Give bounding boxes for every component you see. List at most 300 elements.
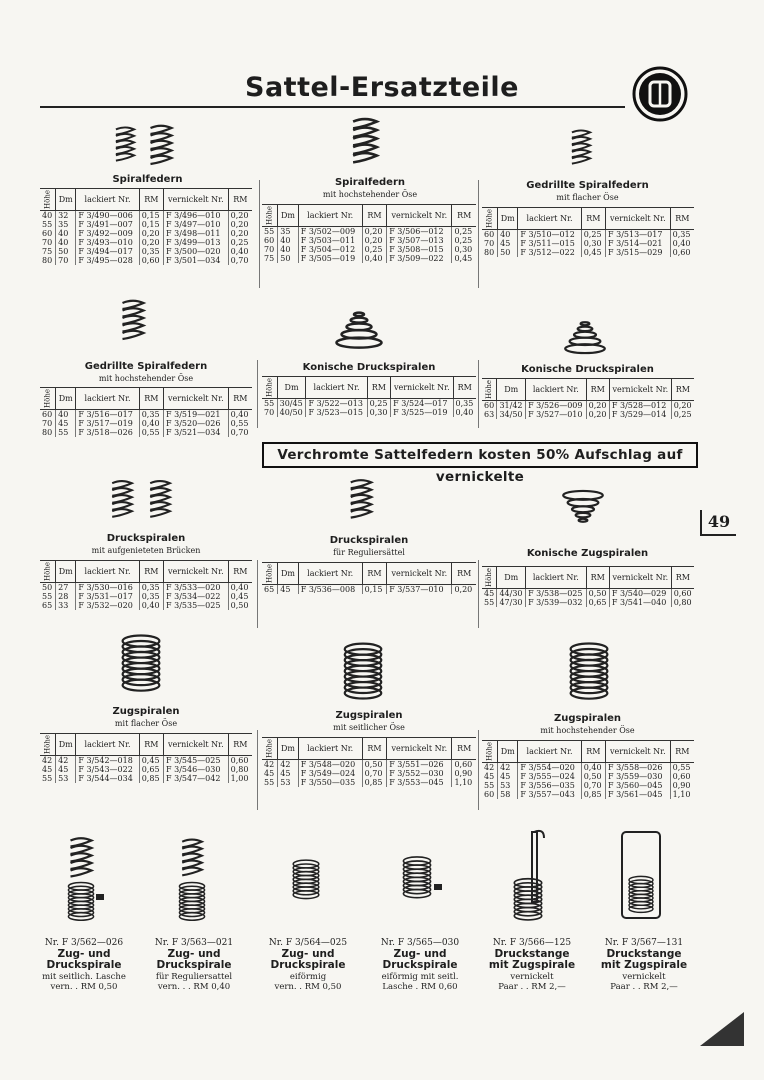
table-row — [482, 762, 694, 772]
col-vernickelt: vernickelt Nr. — [606, 208, 671, 230]
col-vernickelt: vernickelt Nr. — [609, 567, 671, 589]
table-cell: 45 — [498, 239, 518, 248]
item-description: vernickelt — [622, 971, 666, 982]
item-price: vern. . RM 0,50 — [274, 982, 342, 992]
table-row — [40, 210, 252, 220]
table-cell: F 3/496—010 — [164, 210, 229, 220]
item-name: Zug- und — [57, 947, 111, 960]
table-cell: F 3/516—017 — [76, 409, 139, 419]
table-cell: F 3/523—015 — [306, 408, 367, 417]
section-subtitle: mit hochstehender Öse — [98, 374, 194, 383]
table-cell: 0,25 — [452, 226, 476, 236]
tension-spring-icon — [118, 630, 164, 698]
table-row — [262, 245, 476, 254]
table-cell: 53 — [498, 781, 518, 790]
col-hoehe: Höhe — [40, 388, 56, 410]
col-hoehe: Höhe — [40, 189, 56, 211]
table-cell: 60 — [264, 235, 275, 245]
table-cell: 53 — [278, 778, 298, 787]
table-cell: F 3/529—014 — [609, 410, 671, 419]
table-cell: 45 — [264, 768, 275, 778]
page-number: 49 — [700, 510, 736, 536]
col-dm: Dm — [498, 208, 518, 230]
table-row — [262, 778, 476, 787]
table-cell: 0,20 — [671, 400, 694, 410]
col-rm: RM — [671, 379, 694, 401]
table-row — [40, 774, 252, 783]
bottom-item — [476, 938, 588, 993]
table-cell: 27 — [56, 582, 76, 592]
col-lackiert: lackiert Nr. — [298, 738, 362, 760]
table-cell: F 3/524—017 — [391, 398, 453, 408]
column-separator — [259, 180, 260, 288]
table-cell: 42 — [484, 762, 495, 772]
price-table — [262, 376, 476, 417]
table-row — [40, 238, 252, 247]
spring-icon — [112, 122, 138, 168]
item-name: Druckstange — [494, 947, 570, 960]
section-subtitle: mit aufgenieteten Brücken — [91, 546, 201, 555]
col-dm: Dm — [497, 379, 526, 401]
conical-spring-icon — [334, 296, 384, 356]
section-title: Druckspiralen — [106, 533, 186, 544]
price-table — [482, 566, 694, 607]
table-cell: 58 — [498, 790, 518, 799]
table-cell: 60 — [42, 228, 53, 238]
col-vernickelt: vernickelt Nr. — [164, 388, 229, 410]
table-row — [40, 247, 252, 256]
bottom-item — [252, 938, 364, 993]
section-subtitle: mit flacher Öse — [114, 719, 178, 728]
col-rm: RM — [452, 563, 476, 585]
section-title: Zugspiralen — [112, 706, 180, 717]
table-cell: F 3/491—007 — [76, 220, 139, 229]
table-cell: F 3/490—006 — [76, 210, 139, 220]
table-cell: 55 — [42, 219, 53, 229]
item-price: vern. . . RM 0,40 — [157, 982, 231, 992]
table-cell: 45 — [56, 765, 76, 774]
col-dm: Dm — [56, 734, 76, 756]
table-cell: F 3/507—013 — [387, 236, 452, 245]
twisted-spring-icon — [568, 126, 594, 170]
table-cell: 0,45 — [228, 592, 252, 601]
table-cell: 55 — [56, 428, 76, 437]
col-lackiert: lackiert Nr. — [298, 205, 362, 227]
table-cell: 0,25 — [228, 238, 252, 247]
section-subtitle: für Reguliersättel — [333, 548, 405, 557]
col-rm: RM — [139, 734, 163, 756]
item-price: Paar . . RM 2,— — [610, 982, 678, 992]
table-row — [482, 239, 694, 248]
table-cell: F 3/531—017 — [76, 592, 139, 601]
table-cell: 0,25 — [452, 236, 476, 245]
table-row — [40, 582, 252, 592]
table-cell: 60 — [42, 409, 53, 419]
section-title: Spiralfedern — [112, 174, 183, 185]
table-cell: F 3/509—022 — [387, 254, 452, 263]
item-number: Nr. F 3/567—131 — [604, 938, 684, 948]
table-cell: 0,30 — [581, 239, 605, 248]
col-lackiert: lackiert Nr. — [298, 563, 362, 585]
table-cell: 0,20 — [139, 238, 163, 247]
table-cell: 0,55 — [139, 428, 163, 437]
col-hoehe: Höhe — [262, 377, 277, 399]
table-row — [262, 398, 476, 408]
bottom-item — [588, 938, 700, 993]
table-cell: 75 — [264, 253, 275, 263]
table-cell: 40 — [498, 229, 518, 239]
table-cell: 0,70 — [362, 769, 387, 778]
table-cell: F 3/525—019 — [391, 408, 453, 417]
table-cell: 42 — [264, 759, 275, 769]
table-cell: 55 — [264, 398, 275, 408]
section-subtitle: mit seitlicher Öse — [333, 723, 405, 732]
bottom-item — [28, 938, 140, 993]
table-cell: 45 — [278, 584, 298, 594]
table-row — [482, 410, 694, 419]
col-dm: Dm — [278, 738, 298, 760]
col-rm: RM — [581, 208, 605, 230]
table-cell: 0,35 — [670, 229, 694, 239]
item-number: Nr. F 3/564—025 — [268, 938, 348, 948]
price-table — [40, 560, 252, 610]
item-name: Druckspirale — [270, 959, 346, 971]
table-cell: F 3/494—017 — [76, 247, 139, 256]
col-vernickelt: vernickelt Nr. — [164, 561, 229, 583]
table-row — [482, 229, 694, 239]
table-row — [262, 584, 476, 594]
table-cell: F 3/555—024 — [518, 772, 581, 781]
table-cell: F 3/537—010 — [387, 584, 452, 594]
table-cell: 0,20 — [139, 229, 163, 238]
table-cell: 0,90 — [670, 781, 694, 790]
table-cell: 53 — [56, 774, 76, 783]
table-cell: F 3/518—026 — [76, 428, 139, 437]
table-cell: 40 — [56, 409, 76, 419]
compression-tension-spring-icon — [172, 836, 212, 926]
item-name: Druckspirale — [46, 959, 122, 971]
table-cell: 40 — [56, 229, 76, 238]
table-cell: 40 — [56, 238, 76, 247]
table-cell: 0,30 — [452, 245, 476, 254]
table-row — [482, 598, 694, 607]
table-cell: 0,45 — [452, 254, 476, 263]
table-cell: F 3/544—034 — [76, 774, 139, 783]
section-title: Konische Zugspiralen — [526, 548, 649, 559]
col-dm: Dm — [278, 563, 298, 585]
table-row — [262, 769, 476, 778]
col-rm: RM — [228, 189, 252, 211]
col-rm: RM — [139, 189, 163, 211]
table-cell: 0,70 — [228, 256, 252, 265]
table-cell: F 3/504—012 — [298, 245, 362, 254]
table-cell: 40 — [278, 236, 298, 245]
table-cell: F 3/499—013 — [164, 238, 229, 247]
table-cell: 0,50 — [586, 588, 609, 598]
table-cell: F 3/538—025 — [526, 588, 587, 598]
table-cell: 0,40 — [228, 582, 252, 592]
col-dm: Dm — [56, 388, 76, 410]
table-cell: 0,20 — [362, 236, 387, 245]
push-rod-spring-icon — [616, 828, 666, 926]
col-lackiert: lackiert Nr. — [518, 741, 581, 763]
table-cell: 44/30 — [497, 588, 526, 598]
spring-with-eye-icon — [348, 116, 382, 172]
table-row — [40, 409, 252, 419]
table-cell: F 3/546—030 — [164, 765, 229, 774]
column-separator — [478, 730, 479, 810]
table-cell: 0,20 — [586, 400, 609, 410]
table-cell: 0,20 — [362, 226, 387, 236]
col-rm: RM — [453, 377, 476, 399]
rb-logo-icon — [632, 66, 688, 122]
item-number: Nr. F 3/566—125 — [492, 938, 572, 948]
col-dm: Dm — [498, 741, 518, 763]
table-row — [40, 601, 252, 610]
table-cell: F 3/541—040 — [609, 598, 671, 607]
col-rm: RM — [139, 561, 163, 583]
table-cell: 0,40 — [362, 254, 387, 263]
col-hoehe: Höhe — [482, 208, 498, 230]
table-cell: 30/45 — [277, 398, 306, 408]
table-cell: 60 — [484, 400, 495, 410]
table-cell: 70 — [56, 256, 76, 265]
table-cell: F 3/520—026 — [164, 419, 229, 428]
section-title: Zugspiralen — [335, 710, 403, 721]
table-cell: 0,40 — [453, 408, 476, 417]
col-dm: Dm — [278, 205, 298, 227]
table-cell: 0,40 — [670, 239, 694, 248]
table-cell: 34/50 — [497, 410, 526, 419]
table-cell: 45 — [498, 772, 518, 781]
col-vernickelt: vernickelt Nr. — [391, 377, 453, 399]
push-rod-spring-icon — [504, 828, 550, 926]
table-cell: F 3/535—025 — [164, 601, 229, 610]
table-row — [40, 256, 252, 265]
col-rm: RM — [452, 738, 476, 760]
table-cell: 31/42 — [497, 400, 526, 410]
table-cell: 42 — [498, 762, 518, 772]
table-row — [40, 592, 252, 601]
section-subtitle: mit hochstehender Öse — [540, 726, 635, 735]
table-cell: 70 — [484, 238, 495, 248]
conical-tension-spring-icon — [560, 488, 606, 532]
table-cell: 0,35 — [139, 409, 163, 419]
table-cell: F 3/551—026 — [387, 759, 452, 769]
col-rm: RM — [452, 205, 476, 227]
col-hoehe: Höhe — [262, 205, 278, 227]
price-table — [40, 387, 252, 437]
table-row — [482, 781, 694, 790]
table-cell: 0,55 — [228, 419, 252, 428]
table-cell: 0,60 — [452, 759, 476, 769]
table-cell: 63 — [484, 409, 495, 419]
table-cell: 75 — [42, 246, 53, 256]
col-vernickelt: vernickelt Nr. — [606, 741, 671, 763]
col-hoehe: Höhe — [40, 561, 56, 583]
col-vernickelt: vernickelt Nr. — [387, 563, 452, 585]
table-cell: F 3/533—020 — [164, 582, 229, 592]
table-cell: 50 — [56, 247, 76, 256]
item-description: für Reguliersattel — [155, 971, 233, 982]
table-cell: 0,60 — [670, 248, 694, 257]
spring-icon — [146, 478, 174, 522]
table-cell: 50 — [42, 582, 53, 592]
table-cell: 55 — [264, 777, 275, 787]
item-name: Zug- und — [393, 947, 447, 960]
col-hoehe: Höhe — [482, 379, 497, 401]
table-cell: 80 — [42, 427, 53, 437]
table-cell: 1,00 — [228, 774, 252, 783]
table-row — [482, 790, 694, 799]
column-separator — [478, 360, 479, 428]
col-rm: RM — [362, 563, 387, 585]
table-cell: 0,20 — [586, 410, 609, 419]
table-cell: 65 — [264, 584, 275, 594]
price-table — [482, 207, 694, 257]
table-cell: 0,25 — [671, 410, 694, 419]
table-cell: F 3/502—009 — [298, 226, 362, 236]
spring-icon — [346, 478, 376, 522]
table-cell: 0,40 — [228, 409, 252, 419]
table-cell: 60 — [484, 789, 495, 799]
table-row — [262, 254, 476, 263]
col-hoehe: Höhe — [482, 741, 498, 763]
col-rm: RM — [670, 741, 694, 763]
col-lackiert: lackiert Nr. — [526, 567, 587, 589]
col-lackiert: lackiert Nr. — [76, 561, 139, 583]
col-lackiert: lackiert Nr. — [518, 208, 581, 230]
bottom-item — [138, 938, 250, 993]
spring-icon — [108, 478, 136, 522]
item-price: Lasche . RM 0,60 — [382, 982, 458, 992]
col-lackiert: lackiert Nr. — [76, 189, 139, 211]
table-cell: 0,20 — [228, 210, 252, 220]
price-table — [482, 378, 694, 419]
col-rm: RM — [362, 205, 387, 227]
column-separator — [257, 730, 258, 810]
table-cell: F 3/550—035 — [298, 778, 362, 787]
section-title: Gedrillte Spiralfedern — [526, 180, 649, 191]
section-subtitle: mit hochstehender Öse — [322, 190, 418, 199]
column-separator — [257, 360, 258, 428]
table-cell: 0,40 — [139, 419, 163, 428]
table-row — [40, 220, 252, 229]
spring-icon — [146, 122, 176, 170]
table-cell: 60 — [484, 229, 495, 239]
table-cell: 0,50 — [362, 759, 387, 769]
egg-shaped-spring-with-tab-icon — [396, 834, 444, 924]
table-cell: 55 — [264, 226, 275, 236]
table-cell: 50 — [278, 254, 298, 263]
conical-spring-icon — [562, 312, 608, 356]
table-cell: 0,30 — [367, 408, 390, 417]
table-cell: F 3/492—009 — [76, 229, 139, 238]
col-vernickelt: vernickelt Nr. — [387, 205, 452, 227]
table-cell: 0,70 — [581, 781, 605, 790]
egg-shaped-spring-icon — [286, 836, 326, 926]
col-lackiert: lackiert Nr. — [526, 379, 587, 401]
table-cell: F 3/510—012 — [518, 229, 581, 239]
table-cell: 0,25 — [362, 245, 387, 254]
col-rm: RM — [586, 567, 609, 589]
page-title: Sattel-Ersatzteile — [245, 72, 519, 103]
column-separator — [478, 180, 479, 288]
table-cell: F 3/493—010 — [76, 238, 139, 247]
table-cell: F 3/495—028 — [76, 256, 139, 265]
item-name: mit Zugspirale — [600, 959, 688, 971]
column-separator — [257, 560, 258, 628]
table-cell: F 3/547—042 — [164, 774, 229, 783]
table-cell: F 3/552—030 — [387, 769, 452, 778]
table-cell: F 3/500—020 — [164, 247, 229, 256]
table-row — [40, 229, 252, 238]
table-cell: F 3/501—034 — [164, 256, 229, 265]
table-cell: 55 — [42, 773, 53, 783]
item-price: vern. . RM 0,50 — [50, 982, 118, 992]
table-cell: 0,35 — [139, 592, 163, 601]
item-description: mit seitlich. Lasche — [42, 971, 126, 982]
item-description: eiförmig mit seitl. — [381, 971, 459, 982]
table-cell: F 3/505—019 — [298, 254, 362, 263]
section-title: Spiralfedern — [334, 177, 406, 188]
table-cell: 42 — [42, 755, 53, 765]
section-title: Druckspiralen — [329, 535, 409, 546]
table-row — [482, 772, 694, 781]
table-cell: 0,15 — [139, 220, 163, 229]
table-cell: 0,35 — [453, 398, 476, 408]
table-cell: F 3/521—034 — [164, 428, 229, 437]
table-cell: 70 — [264, 407, 275, 417]
table-cell: 0,80 — [671, 598, 694, 607]
spring-with-tab-icon — [60, 836, 104, 926]
table-cell: F 3/513—017 — [606, 229, 671, 239]
table-cell: 0,65 — [139, 765, 163, 774]
price-table — [262, 204, 476, 263]
table-cell: 50 — [498, 248, 518, 257]
table-cell: 0,90 — [452, 769, 476, 778]
item-name: mit Zugspirale — [488, 959, 576, 971]
table-cell: F 3/557—043 — [518, 790, 581, 799]
col-dm: Dm — [56, 189, 76, 211]
table-cell: 45 — [278, 769, 298, 778]
table-cell: 40/50 — [277, 408, 306, 417]
table-cell: F 3/558—026 — [606, 762, 671, 772]
col-lackiert: lackiert Nr. — [306, 377, 367, 399]
col-rm: RM — [362, 738, 387, 760]
table-cell: 0,45 — [581, 248, 605, 257]
col-lackiert: lackiert Nr. — [76, 388, 139, 410]
table-cell: 0,60 — [228, 755, 252, 765]
table-cell: 40 — [42, 210, 53, 220]
col-vernickelt: vernickelt Nr. — [609, 379, 671, 401]
chrome-surcharge-banner: Verchromte Sattelfedern kosten 50% Aufschlag auf vernickelte — [262, 442, 698, 468]
price-table — [482, 740, 694, 799]
table-cell: F 3/536—008 — [298, 584, 362, 594]
item-name: Druckspirale — [156, 959, 232, 971]
table-row — [40, 428, 252, 437]
table-cell: F 3/553—045 — [387, 778, 452, 787]
table-cell: 55 — [484, 597, 495, 607]
table-cell: 45 — [484, 771, 495, 781]
table-cell: 70 — [42, 418, 53, 428]
table-cell: 47/30 — [497, 598, 526, 607]
table-cell: 1,10 — [670, 790, 694, 799]
section-title: Gedrillte Spiralfedern — [84, 361, 208, 372]
table-cell: 0,85 — [362, 778, 387, 787]
table-cell: F 3/528—012 — [609, 400, 671, 410]
column-separator — [478, 560, 479, 628]
